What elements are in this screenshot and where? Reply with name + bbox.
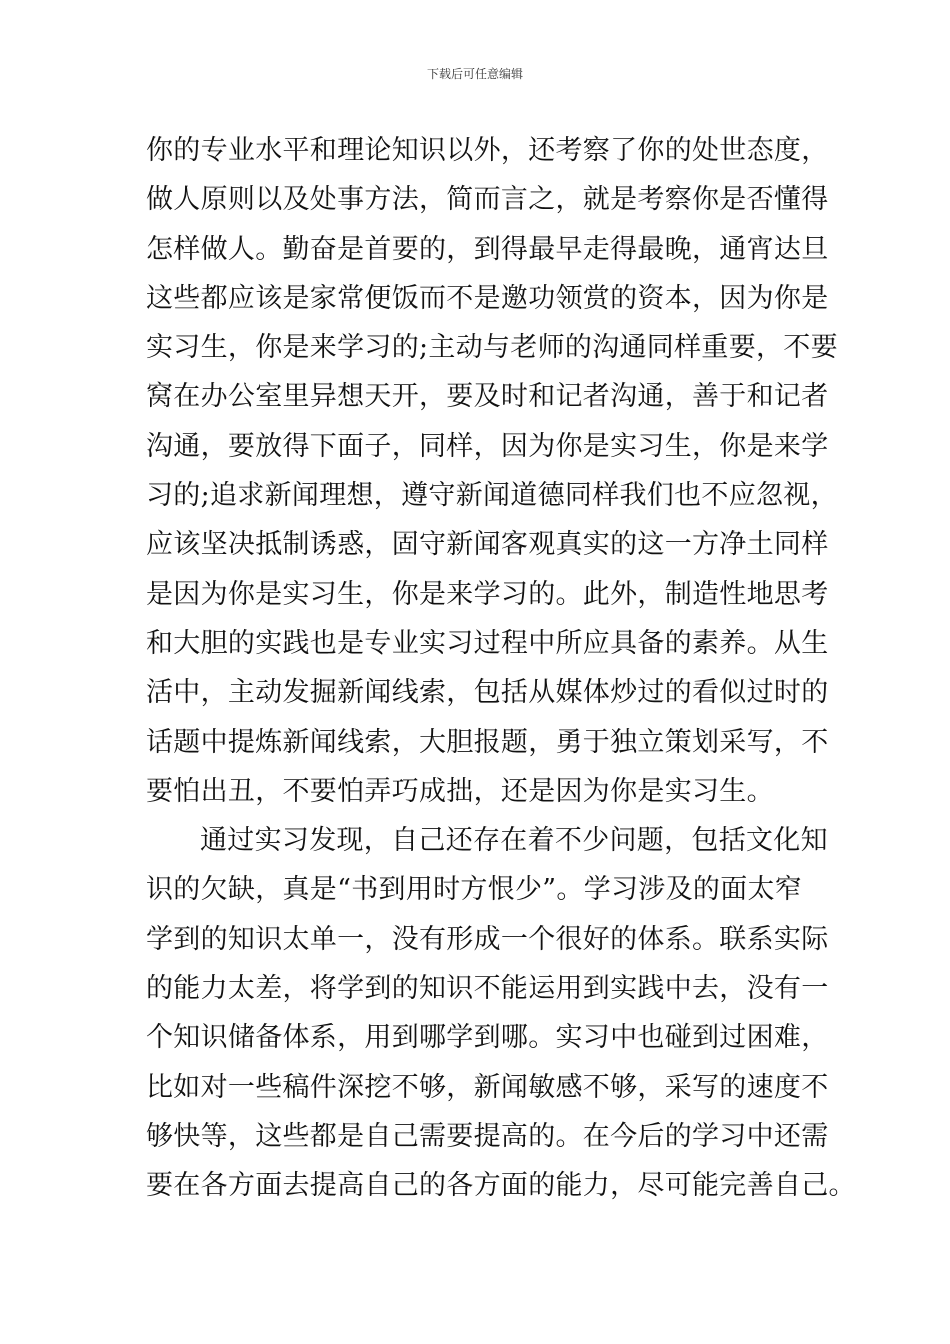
text-line: 这些都应该是家常便饭而不是邀功领赏的资本，因为你是 bbox=[146, 282, 829, 314]
text-line: 够快等，这些都是自己需要提高的。在今后的学习中还需 bbox=[146, 1120, 829, 1152]
text-line: 怎样做人。勤奋是首要的，到得最早走得最晚，通宵达旦 bbox=[146, 233, 829, 265]
text-line: 应该坚决抵制诱惑，固守新闻客观真实的这一方净土同样 bbox=[146, 529, 829, 561]
text-line: 个知识储备体系，用到哪学到哪。实习中也碰到过困难， bbox=[146, 1022, 829, 1054]
document-body bbox=[146, 126, 856, 1211]
text-line: 的能力太差，将学到的知识不能运用到实践中去，没有一 bbox=[146, 973, 829, 1005]
text-line: 实习生，你是来学习的;主动与老师的沟通同样重要，不要 bbox=[146, 332, 838, 364]
text-line: 是因为你是实习生，你是来学习的。此外，制造性地思考 bbox=[146, 578, 829, 610]
paragraph-start-line: 通过实习发现，自己还存在着不少问题，包括文化知 bbox=[200, 825, 828, 857]
text-line: 话题中提炼新闻线索，大胆报题，勇于独立策划采写，不 bbox=[146, 726, 829, 758]
text-line: 做人原则以及处事方法，简而言之，就是考察你是否懂得 bbox=[146, 184, 829, 216]
text-line: 要怕出丑，不要怕弄巧成拙，还是因为你是实习生。 bbox=[146, 775, 774, 807]
text-line: 活中，主动发掘新闻线索，包括从媒体炒过的看似过时的 bbox=[146, 677, 829, 709]
page-header: 下载后可任意编辑 bbox=[426, 67, 523, 81]
text-line: 要在各方面去提高自己的各方面的能力，尽可能完善自己。 bbox=[146, 1170, 856, 1202]
text-line: 沟通，要放得下面子，同样，因为你是实习生，你是来学 bbox=[146, 430, 829, 462]
text-line: 窝在办公室里异想天开，要及时和记者沟通，善于和记者 bbox=[146, 381, 829, 413]
text-line: 习的;追求新闻理想，遵守新闻道德同样我们也不应忽视， bbox=[146, 480, 838, 512]
text-line: 比如对一些稿件深挖不够，新闻敏感不够，采写的速度不 bbox=[146, 1071, 829, 1103]
text-line: 学到的知识太单一，没有形成一个很好的体系。联系实际 bbox=[146, 923, 829, 955]
text-line: 识的欠缺，真是“书到用时方恨少”。学习涉及的面太窄 bbox=[146, 874, 803, 906]
text-line: 和大胆的实践也是专业实习过程中所应具备的素养。从生 bbox=[146, 627, 829, 659]
text-line: 你的专业水平和理论知识以外，还考察了你的处世态度， bbox=[146, 135, 829, 166]
